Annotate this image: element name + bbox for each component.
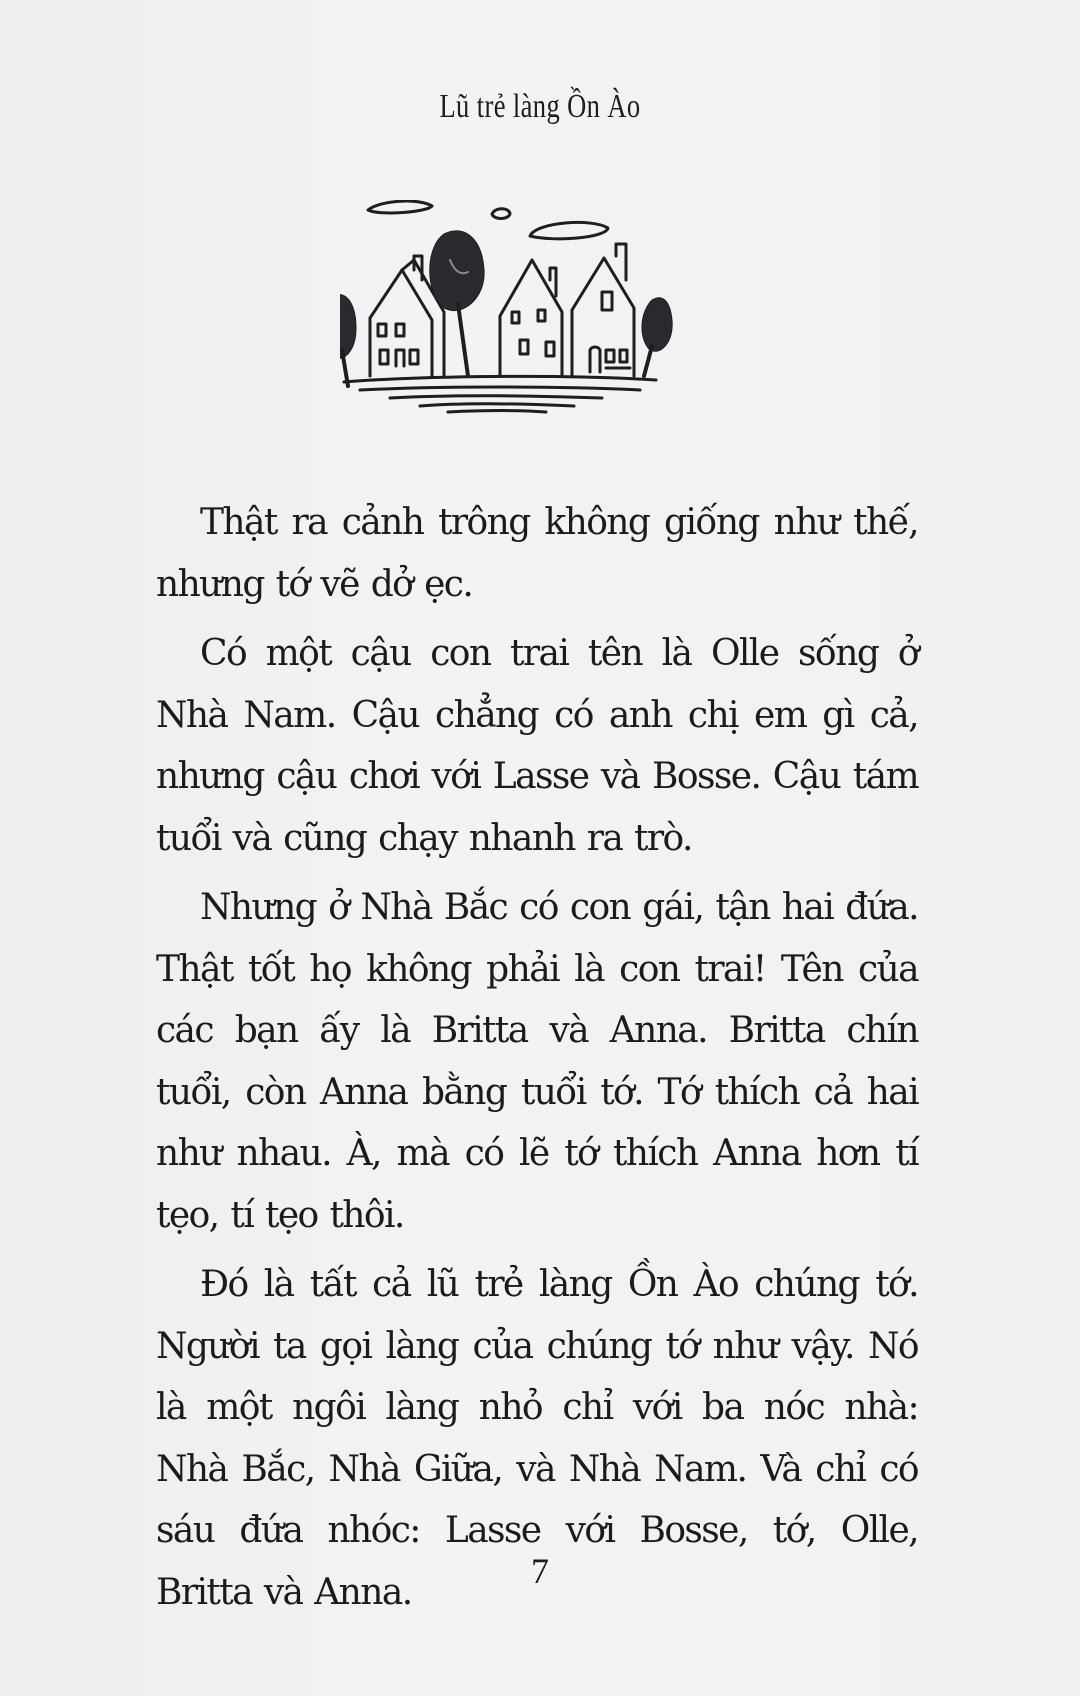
village-houses-drawing-icon	[340, 200, 740, 460]
cloud-left	[368, 201, 432, 213]
cloud-right	[530, 222, 608, 238]
cloud-small	[492, 209, 510, 219]
paragraph-2: Có một cậu con trai tên là Olle sống ở Nhà Nam. Cậu chẳng có anh chị em gì cả, nhưng cậu chơi với Lasse và Bosse. Cậu tám tuổi và cũng chạy nhanh ra trò.	[156, 633, 918, 859]
paragraph-4: Đó là tất cả lũ trẻ làng Ồn Ào chúng tớ. Người ta gọi làng của chúng tớ như vậy. Nó là một ngôi làng nhỏ chỉ với ba nóc nhà: Nhà Bắc, Nhà Giữa, và Nhà Nam. Và chỉ có sáu đứa nhóc: Lasse với Bosse, tớ, Olle, Britta và Anna.	[156, 1264, 918, 1613]
paragraph-1: Thật ra cảnh trông không giống như thế, nhưng tớ vẽ dở ẹc.	[156, 502, 918, 605]
tree-right	[642, 298, 672, 376]
running-head: Lũ trẻ làng Ồn Ào	[439, 88, 641, 125]
ground-lines	[344, 376, 656, 412]
house-middle	[500, 260, 562, 376]
page-number: 7	[531, 1551, 549, 1591]
house-right	[572, 244, 634, 376]
paragraph-3: Nhưng ở Nhà Bắc có con gái, tận hai đứa. Thật tốt họ không phải là con trai! Tên của các bạn ấy là Britta và Anna. Britta chín tuổi, còn Anna bằng tuổi tớ. Tớ thích cả hai như nhau. À, mà có lẽ tớ thích Anna hơn tí tẹo, tí tẹo thôi.	[156, 887, 918, 1236]
tree-left	[340, 295, 356, 386]
body-text	[156, 492, 918, 1631]
